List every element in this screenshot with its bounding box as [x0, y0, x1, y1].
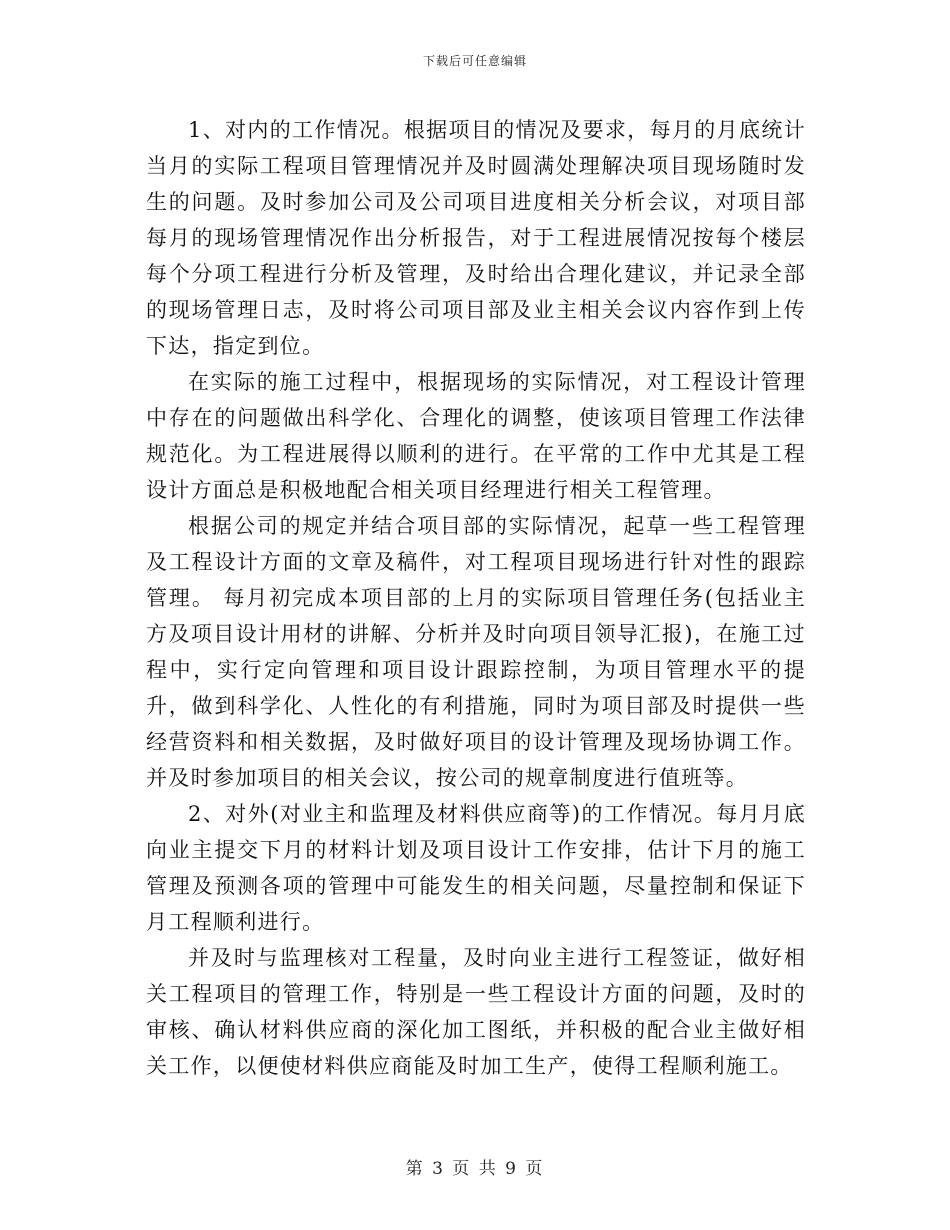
page-footer: 第 3 页 共 9 页	[405, 1159, 545, 1179]
paragraph-construction-process: 在实际的施工过程中，根据现场的实际情况，对工程设计管理中存在的问题做出科学化、合理化的调整，使该项目管理工作法律规范化。为工程进展得以顺利的进行。在平常的工作中尤其是工程设计方面总是积极地配合相关项目经理进行相关工程管理。	[146, 370, 806, 502]
paragraph-internal-work: 1、对内的工作情况。根据项目的情况及要求，每月的月底统计当月的实际工程项目管理情况并及时圆满处理解决项目现场随时发生的问题。及时参加公司及公司项目进度相关分析会议，对项目部每月的现场管理情况作出分析报告，对于工程进展情况按每个楼层每个分项工程进行分析及管理，及时给出合理化建议，并记录全部的现场管理日志，及时将公司项目部及业主相关会议内容作到上传下达，指定到位。	[146, 118, 806, 358]
paragraph-external-work: 2、对外(对业主和监理及材料供应商等)的工作情况。每月月底向业主提交下月的材料计划及项目设计工作安排，估计下月的施工管理及预测各项的管理中可能发生的相关问题，尽量控制和保证下月工程顺利进行。	[146, 802, 806, 934]
document-body	[146, 112, 806, 1084]
paragraph-company-rules: 根据公司的规定并结合项目部的实际情况，起草一些工程管理及工程设计方面的文章及稿件，对工程项目现场进行针对性的跟踪管理。 每月初完成本项目部的上月的实际项目管理任务(包括业主方及项目设计用材的讲解、分析并及时向项目领导汇报)，在施工过程中，实行定向管理和项目设计跟踪控制，为项目管理水平的提升，做到科学化、人性化的有利措施，同时为项目部及时提供一些经营资料和相关数据，及时做好项目的设计管理及现场协调工作。并及时参加项目的相关会议，按公司的规章制度进行值班等。	[146, 514, 806, 790]
paragraph-supervision: 并及时与监理核对工程量，及时向业主进行工程签证，做好相关工程项目的管理工作，特别是一些工程设计方面的问题，及时的审核、确认材料供应商的深化加工图纸，并积极的配合业主做好相关工作，以便使材料供应商能及时加工生产，使得工程顺利施工。	[146, 946, 806, 1078]
page-header: 下载后可任意编辑	[422, 54, 527, 68]
